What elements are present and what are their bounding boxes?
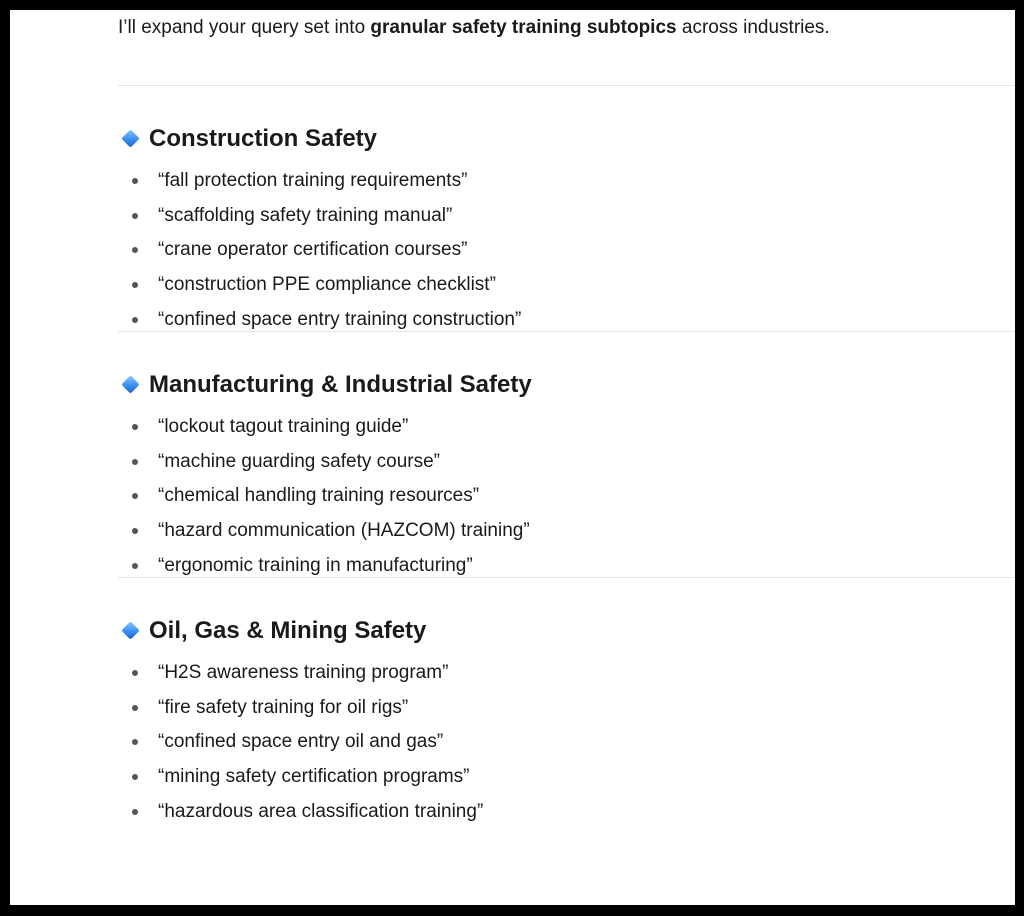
intro-bold: granular safety training subtopics <box>370 17 677 38</box>
list-item-text: “machine guarding safety course” <box>158 450 440 472</box>
bullet-dot-icon <box>132 809 138 815</box>
section-title: Manufacturing & Industrial Safety <box>149 371 532 398</box>
blue-diamond-icon <box>121 375 141 395</box>
bullet-list <box>118 656 1015 829</box>
list-item-text: “crane operator certification courses” <box>158 239 468 261</box>
bullet-dot-icon <box>132 178 138 184</box>
list-item <box>118 199 1015 234</box>
bullet-dot-icon <box>132 247 138 253</box>
list-item-text: “construction PPE compliance checklist” <box>158 274 496 296</box>
bullet-dot-icon <box>132 424 138 430</box>
list-item <box>118 268 1015 303</box>
list-item <box>118 794 1015 829</box>
list-item-text: “fall protection training requirements” <box>158 170 468 192</box>
list-item-text: “H2S awareness training program” <box>158 662 449 684</box>
list-item <box>118 410 1015 445</box>
list-item-text: “chemical handling training resources” <box>158 485 480 507</box>
bullet-dot-icon <box>132 774 138 780</box>
list-item-text: “confined space entry training construction” <box>158 308 522 330</box>
section-construction-safety <box>118 86 1015 331</box>
bullet-dot-icon <box>132 213 138 219</box>
bullet-dot-icon <box>132 705 138 711</box>
intro-prefix: I’ll expand your query set into <box>118 17 371 38</box>
list-item-text: “scaffolding safety training manual” <box>158 204 453 226</box>
section-title: Construction Safety <box>149 125 378 152</box>
list-item <box>118 656 1015 691</box>
list-item-text: “lockout tagout training guide” <box>158 416 409 438</box>
list-item <box>118 725 1015 760</box>
section-title: Oil, Gas & Mining Safety <box>149 617 427 644</box>
bullet-list <box>118 164 1015 337</box>
list-item-text: “confined space entry oil and gas” <box>158 731 444 753</box>
section-oil-gas-mining-safety <box>118 578 1015 823</box>
bullet-dot-icon <box>132 739 138 745</box>
list-item <box>118 691 1015 726</box>
list-item <box>118 514 1015 549</box>
bullet-dot-icon <box>132 317 138 323</box>
blue-diamond-icon <box>121 129 141 149</box>
list-item <box>118 760 1015 795</box>
list-item-text: “ergonomic training in manufacturing” <box>158 554 473 576</box>
bullet-dot-icon <box>132 670 138 676</box>
section-manufacturing-industrial-safety <box>118 332 1015 577</box>
bullet-list <box>118 410 1015 583</box>
bullet-dot-icon <box>132 563 138 569</box>
section-heading <box>118 616 1015 646</box>
bullet-dot-icon <box>132 459 138 465</box>
list-item <box>118 445 1015 480</box>
list-item-text: “hazard communication (HAZCOM) training” <box>158 520 530 542</box>
section-heading <box>118 370 1015 400</box>
section-heading <box>118 124 1015 154</box>
bullet-dot-icon <box>132 493 138 499</box>
list-item <box>118 233 1015 268</box>
list-item <box>118 164 1015 199</box>
list-item-text: “mining safety certification programs” <box>158 766 470 788</box>
intro-suffix: across industries. <box>676 17 830 38</box>
bullet-dot-icon <box>132 282 138 288</box>
list-item-text: “hazardous area classification training” <box>158 800 484 822</box>
chat-response-panel <box>10 10 1015 905</box>
list-item-text: “fire safety training for oil rigs” <box>158 696 409 718</box>
list-item <box>118 479 1015 514</box>
bullet-dot-icon <box>132 528 138 534</box>
intro-text <box>118 10 1015 58</box>
blue-diamond-icon <box>121 621 141 641</box>
response-content <box>118 10 1015 823</box>
